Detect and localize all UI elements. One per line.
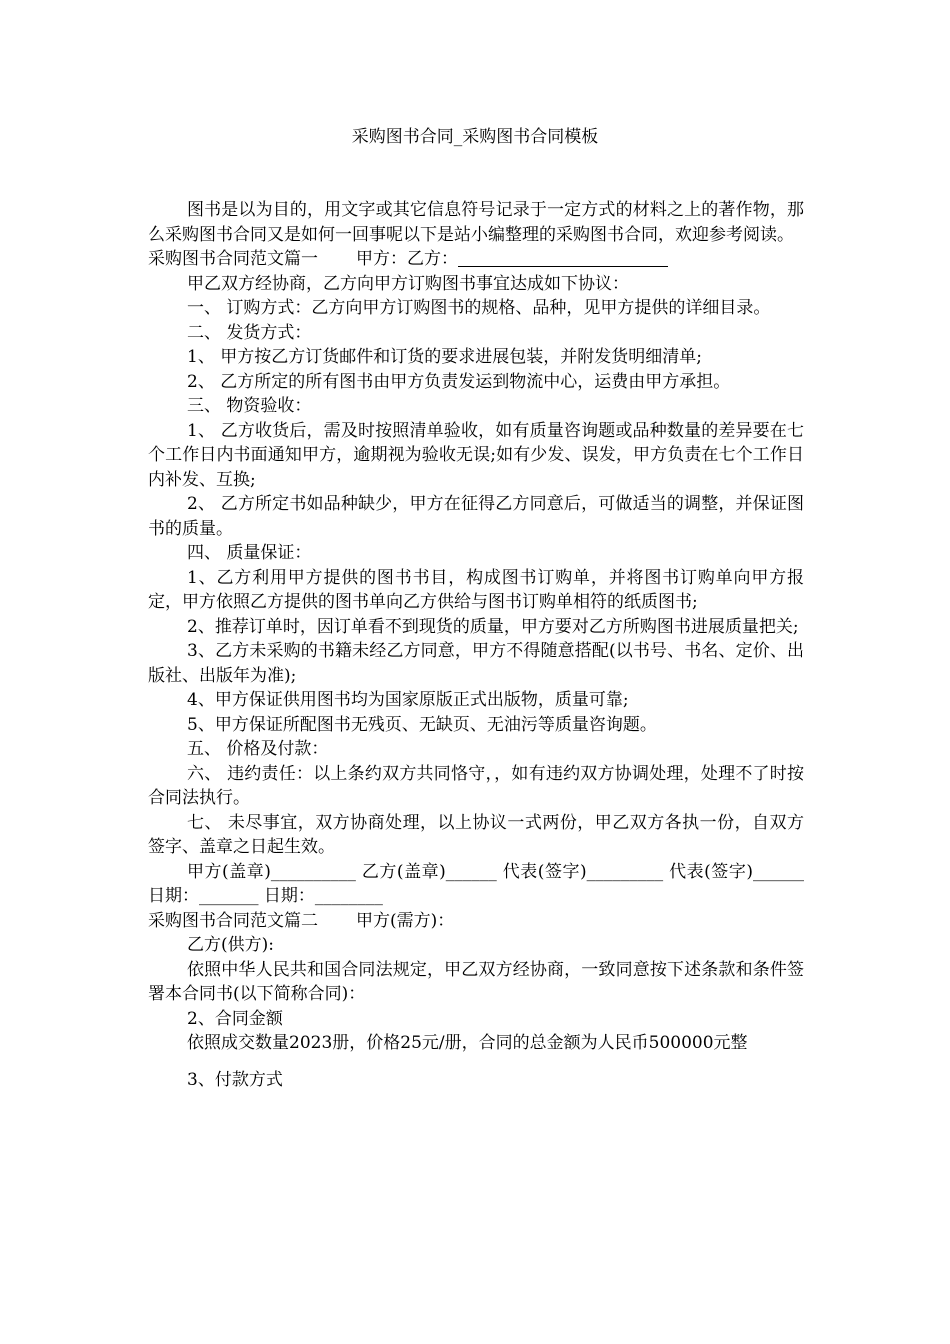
paragraph: 依照成交数量2023册，价格25元/册，合同的总金额为人民币500000元整 [187, 1033, 748, 1053]
paragraph: 1、乙方利用甲方提供的图书书目，构成图书订购单，并将图书订购单向甲方报定，甲方依照乙方提供的图书单向乙方供给与图书订购单相符的纸质图书; [148, 567, 804, 612]
paragraph: 1、 乙方收货后，需及时按照清单验收，如有质量咨询题或品种数量的差异要在七个工作日内书面通知甲方，逾期视为验收无误;如有少发、误发，甲方负责在七个工作日内补发、互换; [148, 420, 804, 490]
party-line: 甲方：乙方： [356, 249, 458, 269]
paragraph: 七、 未尽事宜，双方协商处理，以上协议一式两份，甲乙双方各执一份，自双方签字、盖章之日起生效。 [148, 812, 804, 857]
paragraph: 3、付款方式 [187, 1069, 283, 1090]
section-heading-2-text: 采购图书合同范文篇二 [148, 910, 318, 931]
paragraph: 4、甲方保证供用图书均为国家原版正式出版物，质量可靠; [187, 690, 629, 710]
section-heading-2 [148, 909, 804, 934]
paragraph: 五、 价格及付款： [187, 739, 329, 759]
signature-line: 甲方(盖章)__________ 乙方(盖章)______ 代表(签字)_________ 代表(签字)______ 日期：_______ 日期：________ [148, 861, 804, 906]
paragraph: 依照中华人民共和国合同法规定，甲乙双方经协商，一致同意按下述条款和条件签署本合同书(以下简称合同)： [148, 959, 804, 1004]
paragraph: 2、推荐订单时，因订单看不到现货的质量，甲方要对乙方所购图书进展质量把关; [187, 616, 799, 637]
paragraph: 四、 质量保证： [187, 543, 312, 563]
document-title: 采购图书合同_采购图书合同模板 [351, 127, 599, 147]
paragraph: 二、 发货方式： [187, 322, 312, 343]
paragraph: 六、 违约责任：以上条约双方共同恪守，，如有违约双方协调处理，处理不了时按合同法执行。 [148, 763, 804, 808]
document-body [148, 198, 804, 1092]
intro-paragraph: 图书是以为目的，用文字或其它信息符号记录于一定方式的材料之上的著作物，那么采购图书合同又是如何一回事呢以下是站小编整理的采购图书合同，欢迎参考阅读。 [148, 200, 804, 245]
paragraph: 2、 乙方所定的所有图书由甲方负责发运到物流中心，运费由甲方承担。 [187, 371, 731, 392]
section-heading-1-text: 采购图书合同范文篇一 [148, 249, 318, 269]
section-heading-1 [148, 247, 804, 272]
blank-underline [458, 248, 668, 267]
paragraph: 5、甲方保证所配图书无残页、无缺页、无油污等质量咨询题。 [187, 714, 657, 735]
party-line: 甲方(需方)： [356, 910, 455, 931]
paragraph: 3、乙方未采购的书籍未经乙方同意，甲方不得随意搭配(以书号、书名、定价、出版社、出版年为准); [148, 641, 804, 686]
paragraph: 2、 乙方所定书如品种缺少，甲方在征得乙方同意后，可做适当的调整，并保证图书的质量。 [148, 494, 804, 539]
paragraph: 2、合同金额 [187, 1008, 283, 1029]
paragraph: 甲乙双方经协商，乙方向甲方订购图书事宜达成如下协议： [187, 273, 629, 294]
paragraph: 1、 甲方按乙方订货邮件和订货的要求进展包装，并附发货明细清单; [187, 347, 702, 367]
paragraph: 一、 订购方式：乙方向甲方订购图书的规格、品种，见甲方提供的详细目录。 [187, 298, 771, 318]
paragraph: 乙方(供方): [187, 935, 274, 955]
paragraph: 三、 物资验收： [187, 396, 312, 416]
